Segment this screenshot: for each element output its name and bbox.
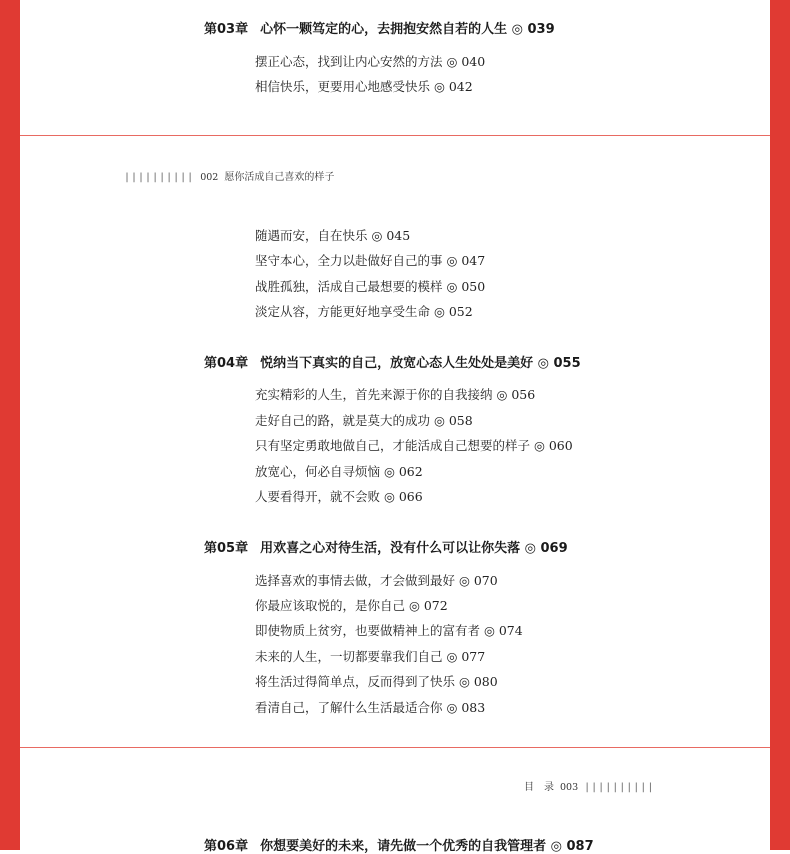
toc-entry: 淡定从容，方能更好地享受生命 ◎ 052 — [255, 304, 473, 319]
running-header-right — [524, 778, 654, 793]
chapter-number: 第04章 — [204, 356, 249, 371]
chapter-heading-04 — [204, 352, 581, 371]
chapter-number: 第05章 — [204, 541, 249, 556]
page-divider — [20, 135, 770, 136]
toc-entry: 只有坚定勇敢地做自己，才能活成自己想要的样子 ◎ 060 — [255, 438, 573, 453]
header-bars: |||||||||| — [584, 782, 655, 793]
right-red-border — [770, 0, 790, 850]
toc-entry: 即使物质上贫穷，也要做精神上的富有者 ◎ 074 — [255, 623, 523, 638]
toc-entry: 未来的人生，一切都要靠我们自己 ◎ 077 — [255, 649, 486, 664]
toc-entry: 随遇而安，自在快乐 ◎ 045 — [255, 228, 411, 243]
toc-entry: 走好自己的路，就是莫大的成功 ◎ 058 — [255, 413, 473, 428]
header-book-title: 愿你活成自己喜欢的样子 — [224, 172, 335, 183]
toc-entry: 看清自己，了解什么生活最适合你 ◎ 083 — [255, 700, 486, 715]
header-section-title: 目 录 — [524, 782, 554, 793]
toc-entry: 你最应该取悦的，是你自己 ◎ 072 — [255, 598, 448, 613]
left-red-border — [0, 0, 20, 850]
chapter-heading-05 — [204, 537, 568, 556]
running-header-left — [124, 168, 334, 183]
toc-entry: 充实精彩的人生，首先来源于你的自我接纳 ◎ 056 — [255, 387, 536, 402]
chapter-title: 用欢喜之心对待生活，没有什么可以让你失落 ◎ 069 — [260, 541, 568, 556]
toc-entry: 人要看得开，就不会败 ◎ 066 — [255, 489, 423, 504]
chapter-number: 第06章 — [204, 839, 249, 854]
toc-entry: 摆正心态，找到让内心安然的方法 ◎ 040 — [255, 54, 486, 69]
toc-entry: 相信快乐，更要用心地感受快乐 ◎ 042 — [255, 79, 473, 94]
toc-entry: 选择喜欢的事情去做，才会做到最好 ◎ 070 — [255, 573, 498, 588]
chapter-number: 第03章 — [204, 22, 249, 37]
chapter-title: 你想要美好的未来，请先做一个优秀的自我管理者 ◎ 087 — [260, 839, 594, 854]
toc-entry: 战胜孤独，活成自己最想要的模样 ◎ 050 — [255, 279, 486, 294]
header-page-number: 002 — [200, 172, 219, 183]
toc-entry: 放宽心，何必自寻烦恼 ◎ 062 — [255, 464, 423, 479]
page-divider — [20, 747, 770, 748]
chapter-heading-03 — [204, 18, 555, 37]
chapter-heading-06 — [204, 835, 594, 854]
chapter-title: 心怀一颗笃定的心，去拥抱安然自若的人生 ◎ 039 — [260, 22, 555, 37]
header-page-number: 003 — [560, 782, 579, 793]
header-bars: |||||||||| — [124, 172, 195, 183]
toc-entry: 将生活过得简单点，反而得到了快乐 ◎ 080 — [255, 674, 498, 689]
toc-entry: 坚守本心，全力以赴做好自己的事 ◎ 047 — [255, 253, 486, 268]
chapter-title: 悦纳当下真实的自己，放宽心态人生处处是美好 ◎ 055 — [260, 356, 581, 371]
